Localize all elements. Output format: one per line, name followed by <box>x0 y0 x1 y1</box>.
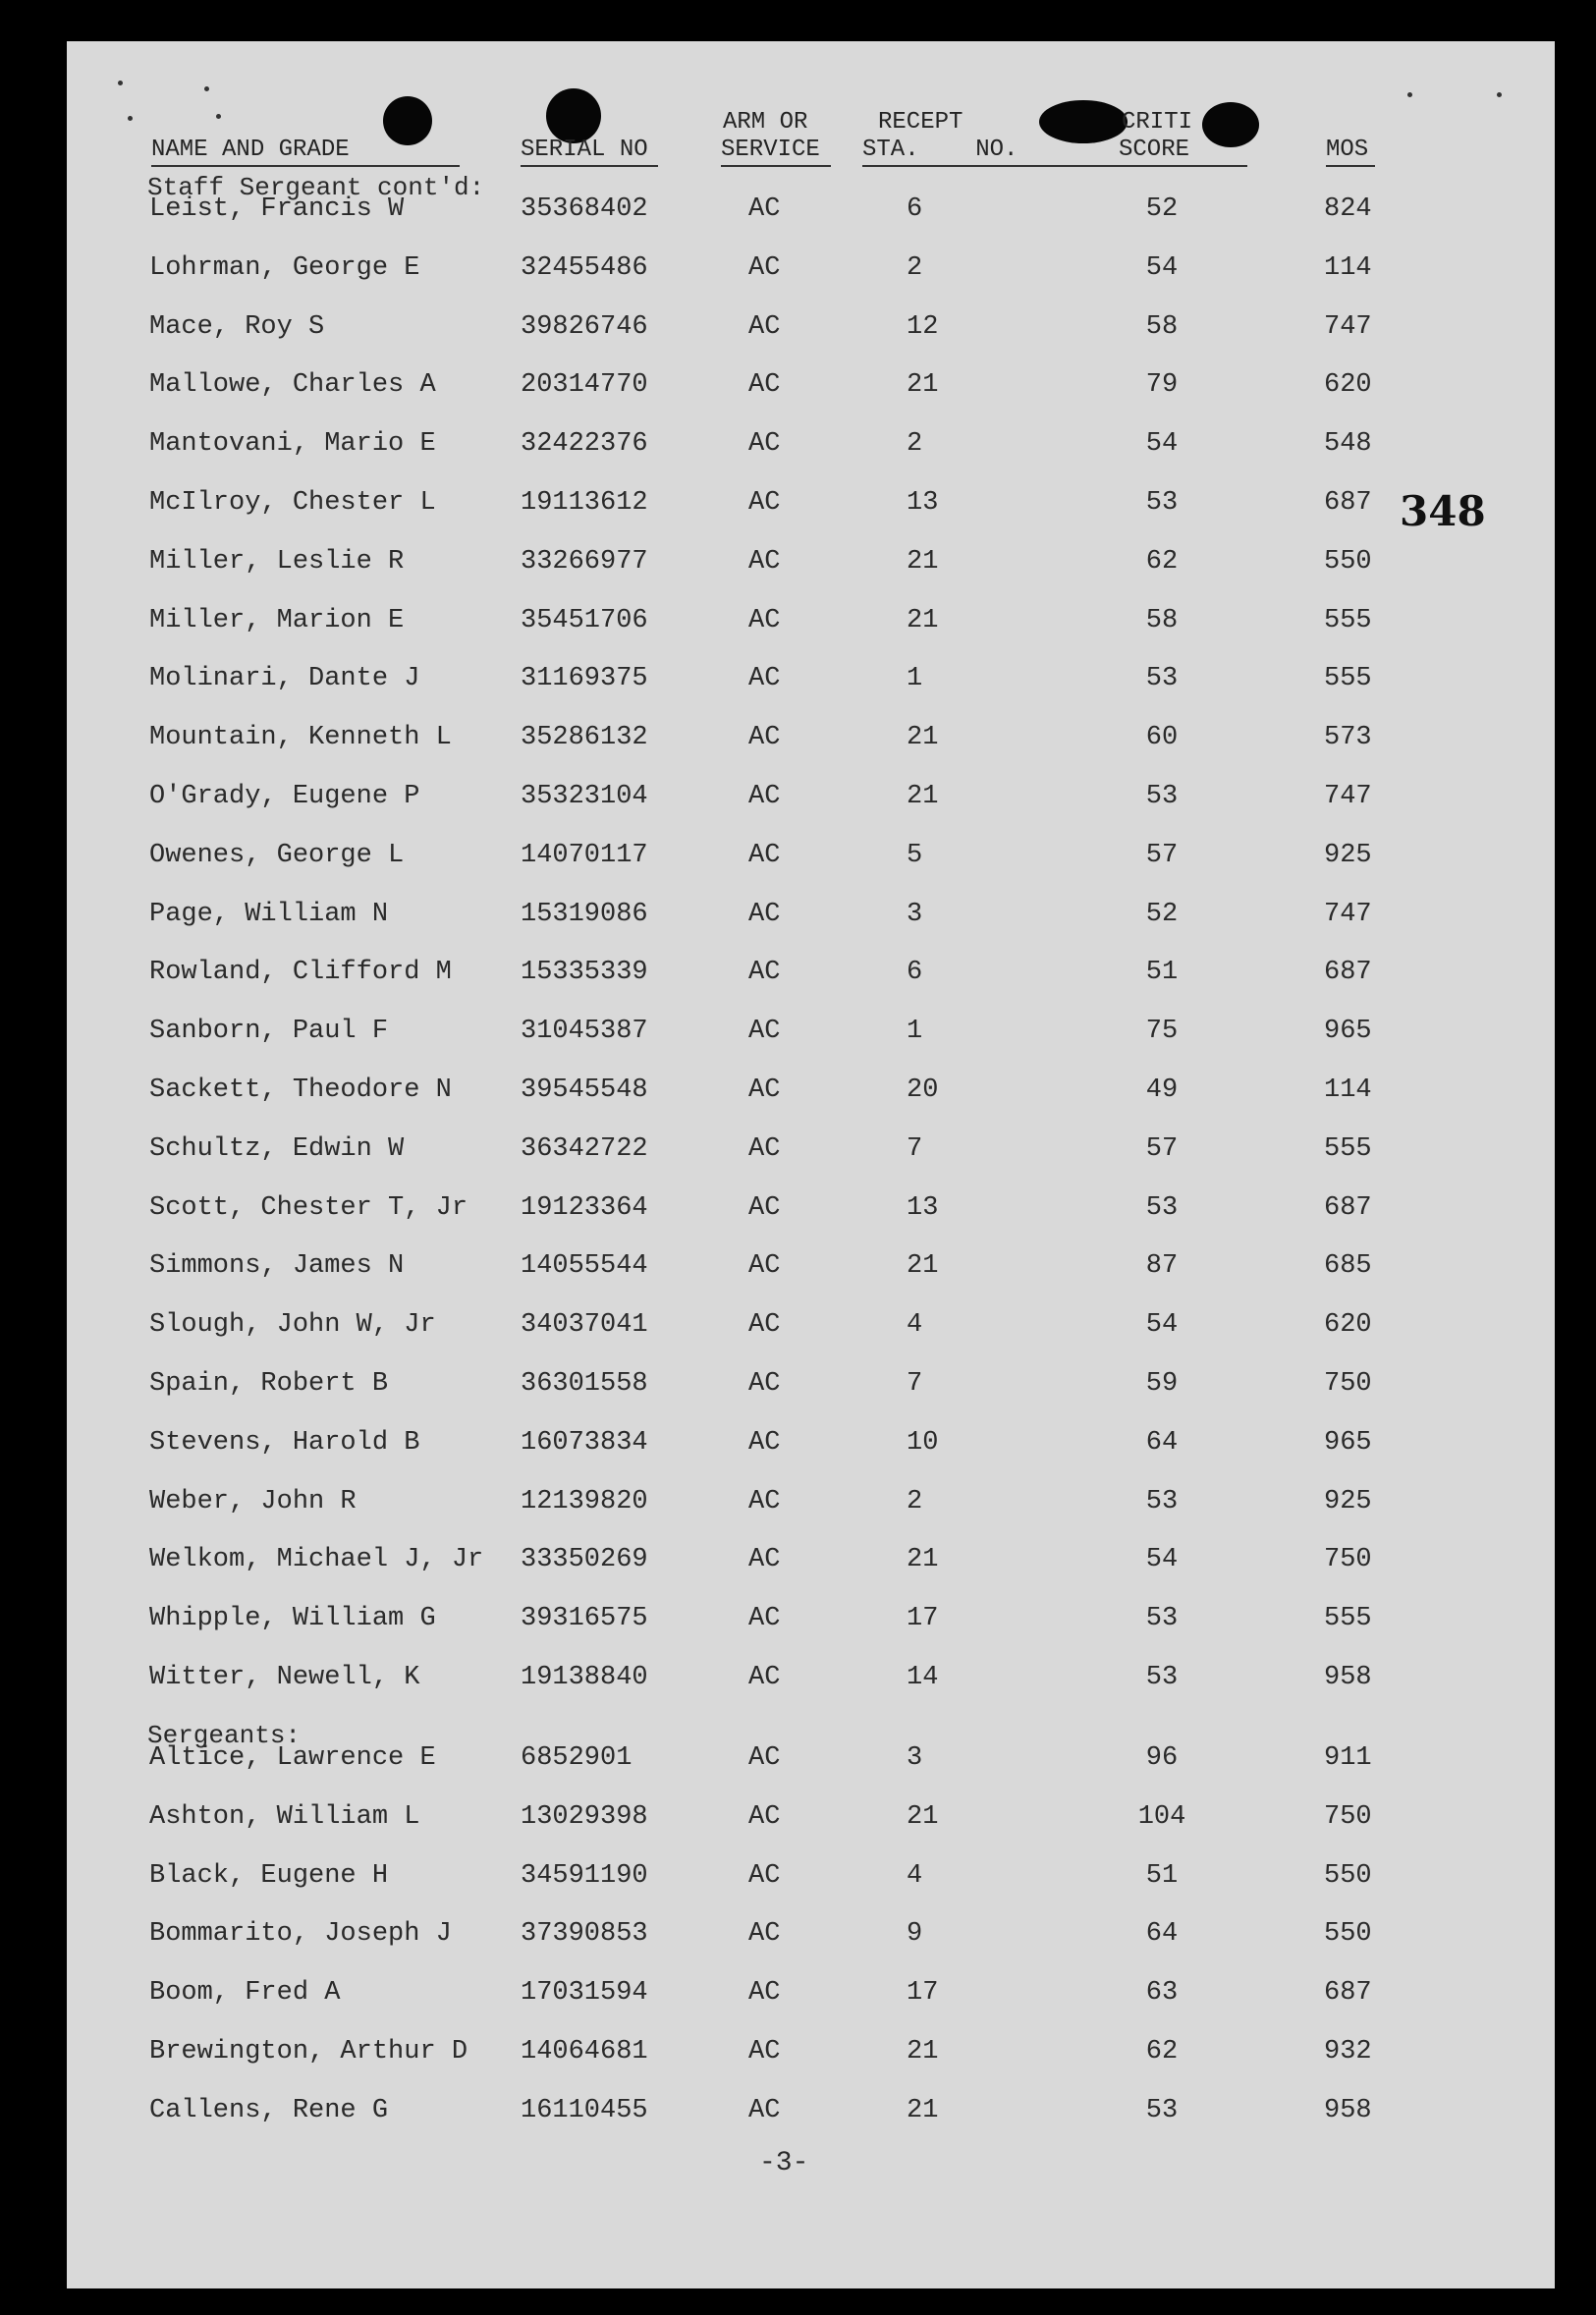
cell-recept-sta: 3 <box>907 899 923 929</box>
speck <box>216 114 221 119</box>
cell-mos: 958 <box>1324 2095 1372 2125</box>
table-row <box>67 1367 1555 1401</box>
cell-recept-sta: 6 <box>907 194 923 224</box>
cell-serial: 39545548 <box>521 1075 648 1105</box>
cell-name: Page, William N <box>149 899 389 929</box>
cell-mos: 911 <box>1324 1743 1372 1773</box>
cell-serial: 6852901 <box>521 1743 633 1773</box>
cell-recept-sta: 14 <box>907 1663 939 1692</box>
cell-name: Miller, Marion E <box>149 605 405 635</box>
header-serial: SERIAL NO <box>521 136 658 167</box>
cell-arm: AC <box>748 311 781 342</box>
cell-mos: 114 <box>1324 252 1372 283</box>
cell-mos: 550 <box>1324 546 1372 577</box>
cell-recept-sta: 21 <box>907 723 939 753</box>
table-row <box>67 1308 1555 1342</box>
cell-score: 54 <box>1145 252 1179 283</box>
header-crit-line1: CRITI <box>1122 109 1193 136</box>
cell-arm: AC <box>748 370 781 401</box>
table-row <box>67 1741 1555 1775</box>
footer-page-number: -3- <box>759 2148 809 2178</box>
speck <box>204 86 209 91</box>
header-recept-line1: RECEPT <box>878 109 963 136</box>
cell-serial: 36342722 <box>521 1133 648 1164</box>
cell-recept-sta: 5 <box>907 840 923 870</box>
cell-recept-sta: 6 <box>907 958 923 988</box>
cell-score: 64 <box>1145 1919 1179 1950</box>
cell-score: 53 <box>1145 1604 1179 1634</box>
cell-serial: 32455486 <box>521 252 648 283</box>
cell-arm: AC <box>748 1919 781 1950</box>
cell-name: Witter, Newell, K <box>149 1663 420 1692</box>
cell-serial: 34591190 <box>521 1860 648 1891</box>
cell-mos: 965 <box>1324 1017 1372 1047</box>
table-row <box>67 1074 1555 1107</box>
cell-mos: 573 <box>1324 723 1372 753</box>
cell-recept-sta: 21 <box>907 1251 939 1282</box>
table-row <box>67 1543 1555 1576</box>
page-stamp: 348 <box>1400 487 1486 535</box>
cell-score: 53 <box>1145 488 1179 518</box>
cell-name: Miller, Leslie R <box>149 546 405 577</box>
cell-serial: 35286132 <box>521 723 648 753</box>
table-row <box>67 193 1555 226</box>
table-row <box>67 1917 1555 1951</box>
cell-mos: 824 <box>1324 194 1372 224</box>
cell-score: 54 <box>1145 1545 1179 1575</box>
cell-arm: AC <box>748 782 781 811</box>
cell-name: McIlroy, Chester L <box>149 488 436 518</box>
table-row <box>67 1800 1555 1834</box>
cell-name: Scott, Chester T, Jr <box>149 1192 468 1223</box>
cell-score: 60 <box>1145 723 1179 753</box>
table-row <box>67 1485 1555 1518</box>
header-crit-line2: SCORE <box>1061 136 1247 167</box>
cell-arm: AC <box>748 899 781 929</box>
cell-serial: 35323104 <box>521 782 648 811</box>
cell-name: Black, Eugene H <box>149 1860 389 1891</box>
cell-recept-sta: 2 <box>907 1486 923 1516</box>
cell-score: 53 <box>1145 1192 1179 1223</box>
table-row <box>67 2035 1555 2068</box>
cell-serial: 14055544 <box>521 1251 648 1282</box>
cell-recept-sta: 7 <box>907 1133 923 1164</box>
cell-score: 62 <box>1145 2037 1179 2067</box>
cell-score: 53 <box>1145 782 1179 811</box>
cell-arm: AC <box>748 2037 781 2067</box>
cell-serial: 15335339 <box>521 958 648 988</box>
cell-recept-sta: 1 <box>907 1017 923 1047</box>
cell-arm: AC <box>748 1369 781 1399</box>
cell-score: 96 <box>1145 1743 1179 1773</box>
cell-serial: 14070117 <box>521 840 648 870</box>
cell-serial: 31045387 <box>521 1017 648 1047</box>
cell-name: Schultz, Edwin W <box>149 1133 405 1164</box>
cell-name: Whipple, William G <box>149 1604 436 1634</box>
table-row <box>67 1249 1555 1283</box>
table-row <box>67 839 1555 872</box>
cell-recept-sta: 12 <box>907 311 939 342</box>
cell-arm: AC <box>748 1860 781 1891</box>
cell-mos: 550 <box>1324 1919 1372 1950</box>
cell-name: Altice, Lawrence E <box>149 1743 436 1773</box>
cell-arm: AC <box>748 1251 781 1282</box>
cell-name: Welkom, Michael J, Jr <box>149 1545 484 1575</box>
cell-name: Stevens, Harold B <box>149 1427 420 1458</box>
table-row <box>67 780 1555 813</box>
cell-name: Molinari, Dante J <box>149 664 420 694</box>
cell-serial: 34037041 <box>521 1310 648 1341</box>
cell-mos: 555 <box>1324 605 1372 635</box>
cell-recept-sta: 2 <box>907 429 923 460</box>
cell-arm: AC <box>748 1017 781 1047</box>
cell-score: 104 <box>1137 1801 1186 1832</box>
cell-serial: 17031594 <box>521 1978 648 2009</box>
cell-name: Ashton, William L <box>149 1801 420 1832</box>
cell-score: 57 <box>1145 1133 1179 1164</box>
cell-arm: AC <box>748 1192 781 1223</box>
table-row <box>67 1661 1555 1694</box>
table-row <box>67 604 1555 637</box>
cell-serial: 32422376 <box>521 429 648 460</box>
cell-score: 87 <box>1145 1251 1179 1282</box>
cell-serial: 37390853 <box>521 1919 648 1950</box>
cell-recept-sta: 21 <box>907 1801 939 1832</box>
cell-serial: 36301558 <box>521 1369 648 1399</box>
cell-serial: 14064681 <box>521 2037 648 2067</box>
table-row <box>67 2094 1555 2127</box>
cell-serial: 16073834 <box>521 1427 648 1458</box>
cell-score: 51 <box>1145 958 1179 988</box>
cell-arm: AC <box>748 1427 781 1458</box>
cell-recept-sta: 13 <box>907 488 939 518</box>
speck <box>1497 92 1502 97</box>
cell-mos: 747 <box>1324 782 1372 811</box>
cell-serial: 20314770 <box>521 370 648 401</box>
cell-serial: 15319086 <box>521 899 648 929</box>
cell-name: Leist, Francis W <box>149 194 405 224</box>
cell-recept-sta: 13 <box>907 1192 939 1223</box>
cell-score: 79 <box>1145 370 1179 401</box>
cell-recept-sta: 21 <box>907 546 939 577</box>
speck <box>1407 92 1412 97</box>
cell-serial: 12139820 <box>521 1486 648 1516</box>
cell-arm: AC <box>748 1133 781 1164</box>
cell-score: 52 <box>1145 194 1179 224</box>
cell-score: 53 <box>1145 664 1179 694</box>
section-heading-sergeants: Sergeants: <box>147 1721 302 1750</box>
cell-recept-sta: 1 <box>907 664 923 694</box>
cell-serial: 39826746 <box>521 311 648 342</box>
cell-name: Spain, Robert B <box>149 1369 389 1399</box>
cell-score: 58 <box>1145 605 1179 635</box>
table-row <box>67 1602 1555 1635</box>
cell-mos: 925 <box>1324 1486 1372 1516</box>
header-mos: MOS <box>1326 136 1375 167</box>
cell-name: Mountain, Kenneth L <box>149 723 452 753</box>
header-arm-line1: ARM OR <box>723 109 808 136</box>
cell-serial: 31169375 <box>521 664 648 694</box>
cell-recept-sta: 9 <box>907 1919 923 1950</box>
cell-arm: AC <box>748 1743 781 1773</box>
cell-recept-sta: 21 <box>907 605 939 635</box>
cell-arm: AC <box>748 1310 781 1341</box>
cell-arm: AC <box>748 1075 781 1105</box>
cell-score: 49 <box>1145 1075 1179 1105</box>
cell-name: Simmons, James N <box>149 1251 405 1282</box>
cell-name: Mantovani, Mario E <box>149 429 436 460</box>
table-row <box>67 721 1555 754</box>
cell-serial: 35451706 <box>521 605 648 635</box>
cell-mos: 114 <box>1324 1075 1372 1105</box>
cell-arm: AC <box>748 1801 781 1832</box>
header-name-grade: NAME AND GRADE <box>151 136 460 167</box>
cell-score: 58 <box>1145 311 1179 342</box>
cell-arm: AC <box>748 1604 781 1634</box>
cell-score: 53 <box>1145 1486 1179 1516</box>
table-row <box>67 1132 1555 1166</box>
cell-score: 54 <box>1145 429 1179 460</box>
cell-arm: AC <box>748 1545 781 1575</box>
cell-name: O'Grady, Eugene P <box>149 782 420 811</box>
section-heading-staff-sergeant: Staff Sergeant cont'd: <box>147 173 485 202</box>
cell-recept-sta: 10 <box>907 1427 939 1458</box>
cell-recept-sta: 4 <box>907 1310 923 1341</box>
cell-arm: AC <box>748 546 781 577</box>
cell-mos: 687 <box>1324 1192 1372 1223</box>
cell-mos: 620 <box>1324 370 1372 401</box>
cell-mos: 555 <box>1324 1133 1372 1164</box>
cell-score: 52 <box>1145 899 1179 929</box>
header-recept-line2: STA. NO. <box>862 136 1082 167</box>
cell-arm: AC <box>748 958 781 988</box>
cell-arm: AC <box>748 605 781 635</box>
cell-mos: 750 <box>1324 1801 1372 1832</box>
cell-arm: AC <box>748 840 781 870</box>
table-row <box>67 1976 1555 2010</box>
speck <box>128 116 133 121</box>
cell-recept-sta: 7 <box>907 1369 923 1399</box>
cell-name: Slough, John W, Jr <box>149 1310 436 1341</box>
cell-recept-sta: 21 <box>907 370 939 401</box>
cell-mos: 747 <box>1324 899 1372 929</box>
table-row <box>67 310 1555 344</box>
cell-score: 53 <box>1145 1663 1179 1692</box>
cell-serial: 33266977 <box>521 546 648 577</box>
cell-name: Boom, Fred A <box>149 1978 341 2009</box>
header-arm-line2: SERVICE <box>721 136 831 167</box>
cell-recept-sta: 17 <box>907 1604 939 1634</box>
cell-recept-sta: 20 <box>907 1075 939 1105</box>
cell-serial: 33350269 <box>521 1545 648 1575</box>
cell-mos: 750 <box>1324 1545 1372 1575</box>
table-row <box>67 898 1555 931</box>
cell-mos: 548 <box>1324 429 1372 460</box>
cell-score: 75 <box>1145 1017 1179 1047</box>
cell-mos: 925 <box>1324 840 1372 870</box>
cell-recept-sta: 17 <box>907 1978 939 2009</box>
cell-mos: 555 <box>1324 664 1372 694</box>
cell-name: Mace, Roy S <box>149 311 325 342</box>
cell-name: Owenes, George L <box>149 840 405 870</box>
cell-name: Sackett, Theodore N <box>149 1075 452 1105</box>
cell-name: Rowland, Clifford M <box>149 958 452 988</box>
cell-serial: 19123364 <box>521 1192 648 1223</box>
cell-mos: 620 <box>1324 1310 1372 1341</box>
cell-mos: 687 <box>1324 488 1372 518</box>
cell-arm: AC <box>748 723 781 753</box>
cell-mos: 685 <box>1324 1251 1372 1282</box>
cell-serial: 39316575 <box>521 1604 648 1634</box>
cell-name: Callens, Rene G <box>149 2095 389 2125</box>
cell-score: 59 <box>1145 1369 1179 1399</box>
cell-name: Bommarito, Joseph J <box>149 1919 452 1950</box>
table-row <box>67 368 1555 402</box>
cell-recept-sta: 21 <box>907 1545 939 1575</box>
table-row <box>67 662 1555 695</box>
cell-serial: 19138840 <box>521 1663 648 1692</box>
cell-name: Brewington, Arthur D <box>149 2037 468 2067</box>
cell-serial: 19113612 <box>521 488 648 518</box>
cell-mos: 965 <box>1324 1427 1372 1458</box>
cell-name: Mallowe, Charles A <box>149 370 436 401</box>
table-row <box>67 956 1555 989</box>
cell-recept-sta: 21 <box>907 2095 939 2125</box>
cell-score: 64 <box>1145 1427 1179 1458</box>
cell-mos: 932 <box>1324 2037 1372 2067</box>
cell-mos: 747 <box>1324 311 1372 342</box>
cell-recept-sta: 4 <box>907 1860 923 1891</box>
cell-score: 63 <box>1145 1978 1179 2009</box>
cell-mos: 550 <box>1324 1860 1372 1891</box>
table-row <box>67 1859 1555 1893</box>
cell-serial: 13029398 <box>521 1801 648 1832</box>
cell-serial: 16110455 <box>521 2095 648 2125</box>
cell-mos: 958 <box>1324 1663 1372 1692</box>
cell-arm: AC <box>748 1486 781 1516</box>
table-row <box>67 1426 1555 1460</box>
table-row <box>67 427 1555 461</box>
cell-mos: 750 <box>1324 1369 1372 1399</box>
cell-recept-sta: 3 <box>907 1743 923 1773</box>
cell-arm: AC <box>748 664 781 694</box>
cell-arm: AC <box>748 194 781 224</box>
cell-mos: 555 <box>1324 1604 1372 1634</box>
table-row <box>67 486 1555 520</box>
cell-name: Lohrman, George E <box>149 252 420 283</box>
cell-arm: AC <box>748 1978 781 2009</box>
table-row <box>67 1015 1555 1048</box>
cell-serial: 35368402 <box>521 194 648 224</box>
document-page <box>67 41 1555 2288</box>
cell-mos: 687 <box>1324 958 1372 988</box>
cell-score: 57 <box>1145 840 1179 870</box>
cell-arm: AC <box>748 429 781 460</box>
table-row <box>67 1191 1555 1225</box>
cell-score: 62 <box>1145 546 1179 577</box>
cell-recept-sta: 21 <box>907 2037 939 2067</box>
table-row <box>67 251 1555 285</box>
cell-name: Sanborn, Paul F <box>149 1017 389 1047</box>
cell-mos: 687 <box>1324 1978 1372 2009</box>
cell-arm: AC <box>748 488 781 518</box>
cell-name: Weber, John R <box>149 1486 357 1516</box>
cell-arm: AC <box>748 2095 781 2125</box>
cell-recept-sta: 2 <box>907 252 923 283</box>
cell-arm: AC <box>748 252 781 283</box>
cell-score: 54 <box>1145 1310 1179 1341</box>
cell-arm: AC <box>748 1663 781 1692</box>
cell-recept-sta: 21 <box>907 782 939 811</box>
speck <box>118 81 123 85</box>
table-row <box>67 545 1555 579</box>
cell-score: 53 <box>1145 2095 1179 2125</box>
cell-score: 51 <box>1145 1860 1179 1891</box>
